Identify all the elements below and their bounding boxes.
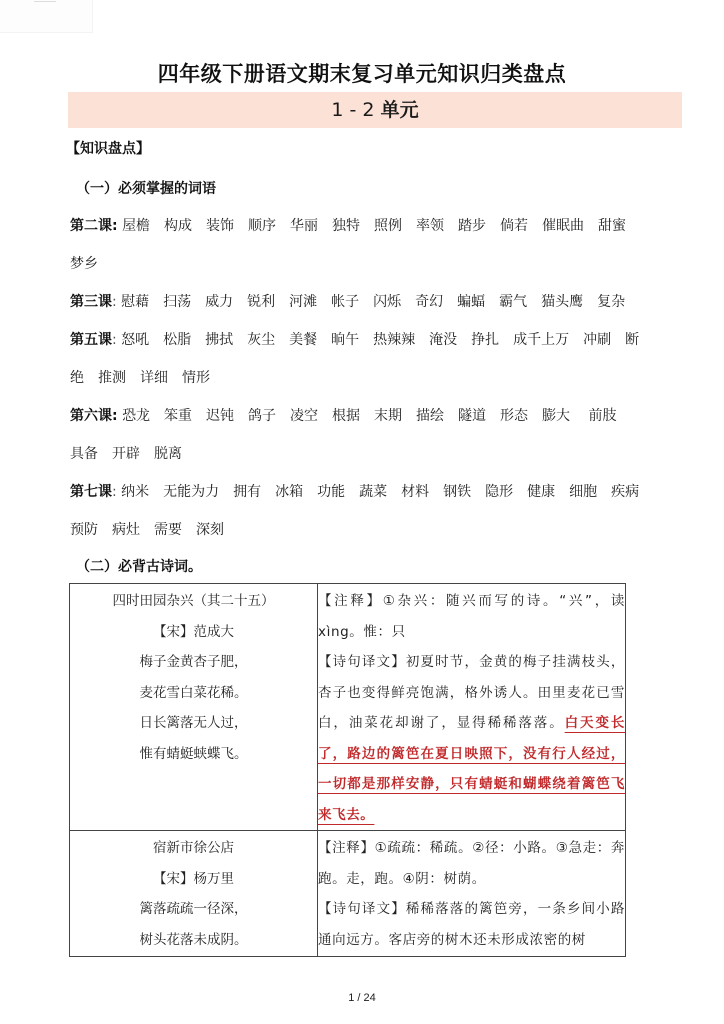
corner-mark [34, 1, 56, 2]
poems-table [69, 583, 626, 957]
poem-author: 【宋】杨万里 [153, 870, 234, 887]
lesson-words: 恐龙 笨重 迟钝 鸽子 凌空 根据 末期 描绘 隧道 形态 膨大 前肢 [122, 408, 617, 424]
poem-notes-cell [318, 831, 626, 957]
unit-word: 单元 [380, 99, 419, 121]
poem-translation [318, 894, 625, 955]
section-heading: 【知识盘点】 [66, 141, 150, 157]
poem-author: 【宋】范成大 [153, 623, 234, 640]
poem-notes: 【注释】①疏疏：稀疏。②径：小路。③急走：奔跑。走，跑。④阴：树荫。 [318, 840, 625, 887]
poem-line: 梅子金黄杏子肥， [139, 654, 248, 670]
lesson-words: 慰藉 扫荡 威力 锐利 河滩 帐子 闪烁 奇幻 蝙蝠 霸气 猫头鹰 复杂 [121, 294, 626, 310]
translation-text: 初夏时节，金黄的梅子挂满枝头，杏子也变得鲜亮饱满，格外诱人。田里麦花已雪白，油菜花却谢了，显得稀稀落落。 [318, 654, 625, 731]
lesson-label: 第三课 [70, 294, 112, 310]
translation-label: 【诗句译文】 [318, 654, 406, 670]
document-title: 四年级下册语文期末复习单元知识归类盘点 [157, 62, 567, 86]
lesson-words: 纳米 无能为力 拥有 冰箱 功能 蔬菜 材料 钢铁 隐形 健康 细胞 疾病 [121, 484, 640, 500]
vocab-heading: （一）必须掌握的词语 [76, 181, 216, 197]
lesson-words: 具备 开辟 脱离 [70, 446, 182, 462]
vocab-line [70, 215, 626, 235]
vocab-line [70, 519, 224, 539]
vocab-line [70, 367, 210, 387]
page-indicator: 1 / 24 [348, 992, 376, 1004]
translation-label: 【诗句译文】 [318, 901, 406, 917]
poem-title: 四时田园杂兴（其二十五） [112, 593, 275, 609]
lesson-label: 第二课: [70, 218, 118, 234]
unit-number: 1 - 2 [331, 99, 375, 121]
vocab-line [70, 405, 617, 425]
poem-row [70, 831, 626, 957]
lesson-words: 绝 推测 详细 情形 [70, 370, 210, 386]
vocab-line [70, 443, 182, 463]
poem-notes-cell [318, 584, 626, 831]
lesson-label: 第五课 [70, 332, 112, 348]
poem-line: 篱落疏疏一径深， [139, 901, 248, 917]
poem-row [70, 584, 626, 831]
vocab-line [70, 253, 98, 273]
lesson-words: 怒吼 松脂 拂拭 灰尘 美餐 晌午 热辣辣 淹没 挣扎 成千上万 冲刷 断 [121, 332, 640, 348]
page-corner-tab [0, 0, 93, 33]
poem-title: 宿新市徐公店 [153, 840, 234, 856]
poems-heading: （二）必背古诗词。 [76, 559, 202, 575]
poem-line: 日长篱落无人过， [139, 715, 248, 731]
vocab-line: 第七课: 纳米 无能为力 拥有 冰箱 功能 蔬菜 材料 钢铁 隐形 健康 细胞 疾病 [70, 484, 640, 500]
heading-highlight-box [170, 551, 460, 577]
lesson-label: 第六课: [70, 408, 118, 424]
lesson-label: 第七课 [70, 484, 112, 500]
vocab-line: 第五课: 怒吼 松脂 拂拭 灰尘 美餐 晌午 热辣辣 淹没 挣扎 成千上万 冲刷 断 [70, 332, 640, 348]
translation-text: 稀稀落落的篱笆旁，一条乡间小路通向远方。客店旁的树木还未形成浓密的树 [318, 901, 625, 948]
poem-line: 麦花雪白菜花稀。 [139, 684, 248, 701]
unit-banner [68, 92, 682, 128]
poem-translation [318, 647, 625, 830]
vocab-line: 第三课: 慰藉 扫荡 威力 锐利 河滩 帐子 闪烁 奇幻 蝙蝠 霸气 猫头鹰 复杂 [70, 294, 626, 310]
lesson-words: 预防 病灶 需要 深刻 [70, 522, 224, 538]
lesson-words: 梦乡 [70, 256, 98, 272]
poem-text-cell [70, 831, 318, 957]
poem-text-cell [70, 584, 318, 831]
poem-line: 惟有蜻蜓蛱蝶飞。 [139, 745, 248, 762]
lesson-words: 屋檐 构成 装饰 顺序 华丽 独特 照例 率领 踏步 倘若 催眠曲 甜蜜 [122, 218, 627, 234]
poem-notes: 【注释】①杂兴：随兴而写的诗。“兴”，读 xìng。惟：只 [318, 593, 625, 640]
poem-line: 树头花落未成阴。 [139, 931, 248, 948]
translation-highlight: 白天变长了，路边的篱笆在夏日映照下，没有行人经过，一切都是那样安静，只有蜻蜓和蝴蝶绕着篱笆飞来飞去。 [318, 715, 625, 823]
